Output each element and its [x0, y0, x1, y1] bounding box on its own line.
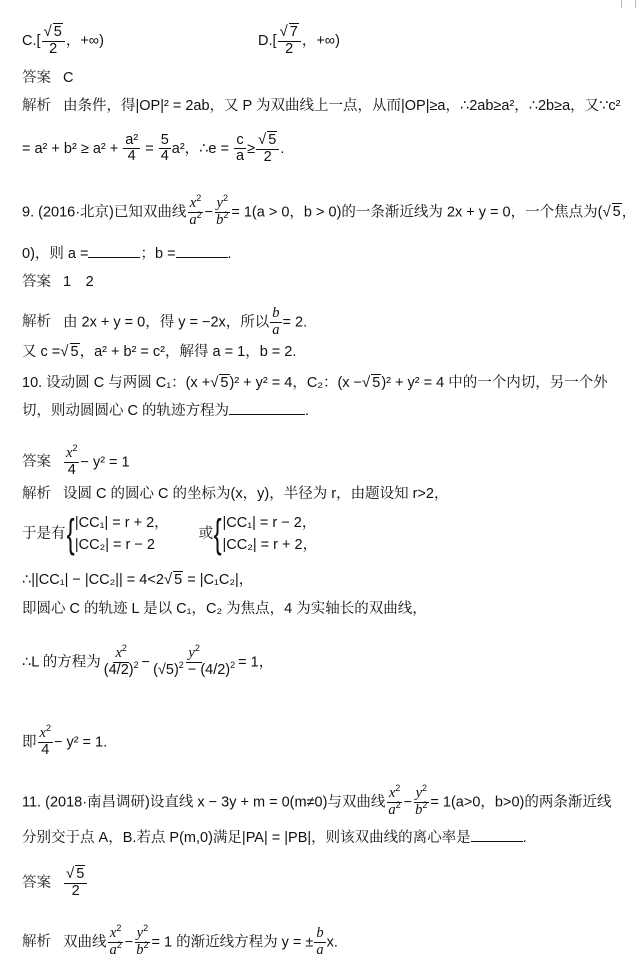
numerator: a²: [125, 131, 139, 148]
equation: |CC₂| = r − 2: [74, 537, 155, 553]
question-text: 9. (2016·北京)已知双曲线: [22, 204, 187, 221]
answer-blank[interactable]: [88, 257, 140, 258]
fraction: $\frac{√ 5}{2}$: [64, 866, 87, 900]
q9-stem-line1: 9. (2016·北京)已知双曲线 $\frac{x^2}{a^2}$ − $\frac{y^2}{b^2}$ = 1(a > 0，b > 0)的一条渐近线为 2x + y = 0，一个焦点为(√ 5，: [22, 193, 637, 228]
answer-value: C: [63, 70, 74, 86]
math-text: a²，∴e =: [171, 140, 229, 157]
interval-tail: ，+∞): [65, 32, 104, 49]
equation: |CC₂| = r + 2，: [222, 537, 318, 553]
question-text: ，: [621, 204, 637, 221]
interval-tail: ，+∞): [301, 32, 340, 49]
fraction: $\frac{y^2}{(√5)^2 - (4/2)^2}$: [153, 643, 236, 678]
question-text: = 1(a>0，b>0)的两条渐近线: [430, 794, 612, 811]
q9-stem-line2: [22, 244, 232, 264]
denominator: 2: [49, 40, 58, 57]
radicand: 5: [268, 132, 277, 148]
fraction: [234, 133, 246, 166]
equation: |CC₁| = r + 2，: [74, 515, 169, 531]
analysis-text: 即: [22, 734, 37, 751]
analysis-text: 设圆 C 的圆心 C 的坐标为(x，y)，半径为 r，由题设知 r>2，: [63, 486, 449, 502]
question-text: .: [305, 403, 310, 419]
left-brace: {: [66, 512, 75, 556]
analysis-text: = 1 的渐近线方程为 y = ±: [151, 934, 314, 951]
question-text: = 1(a > 0，b > 0)的一条渐近线为 2x + y = 0，一个焦点为(: [231, 204, 603, 221]
equation: |CC₁| = r − 2，: [222, 515, 317, 531]
q10-analysis-system: [22, 512, 317, 556]
fraction: $\frac{√ 5}{2}$: [42, 24, 65, 58]
analysis-text: = |C₁C₂|，: [183, 572, 254, 588]
denominator: a: [235, 148, 245, 165]
radicand: 5: [76, 866, 85, 882]
answer-label: 答案: [22, 454, 51, 471]
analysis-label: 解析: [22, 314, 51, 331]
radicand: 5: [612, 204, 621, 221]
q10-stem-line2: [22, 401, 309, 421]
math-text: .: [280, 140, 285, 157]
q9-analysis-line1: [22, 306, 307, 339]
answer-blank[interactable]: [471, 841, 523, 842]
numerator: c: [236, 131, 244, 148]
q11-stem-line1: 11. (2018·南昌调研)设直线 x − 3y + m = 0(m≠0)与双曲线 $\frac{x^2}{a^2}$ − $\frac{y^2}{b^2}$ = 1(a>0，b>0)的两条渐近线: [22, 783, 612, 818]
denominator: 4: [160, 148, 169, 165]
radicand: 5: [53, 24, 62, 40]
q11-analysis-line1: 解析 双曲线 $\frac{x^2}{a^2}$ − $\frac{y^2}{b^2}$ = 1 的渐近线方程为 y = ± $\frac{b}{a}$ x.: [22, 923, 338, 958]
analysis-text: 由 2x + y = 0，得 y = −2x，所以: [63, 314, 270, 331]
question-text: 切，则动圆圆心 C 的轨迹方程为: [22, 403, 230, 419]
analysis-text: x.: [326, 934, 338, 951]
fraction: $\frac{b}{a}$: [316, 925, 324, 958]
analysis-label: 解析: [22, 934, 51, 951]
question-text: ；b =: [140, 246, 176, 262]
q9-analysis-line2: 又 c =√ 5，a² + b² = c²，解得 a = 1，b = 2.: [22, 343, 297, 360]
denominator: 2: [285, 40, 294, 57]
analysis-text: 由条件，得|OP|² = 2ab，又 P 为双曲线上一点，从而|OP|≥a，∴2ab≥a²，∴2b≥a，又∵c²: [63, 98, 621, 114]
q11-stem-line2: [22, 828, 527, 848]
fraction: $\frac{√ 7}{2}$: [278, 24, 301, 58]
fraction: $\frac{y^2}{b^2}$: [216, 193, 229, 228]
analysis-text: 即圆心 C 的轨迹 L 是以 C₁，C₂ 为焦点，4 为实轴长的双曲线，: [22, 601, 427, 617]
q8-answer: [22, 68, 73, 88]
analysis-text: 又 c =: [22, 344, 61, 360]
fraction: [123, 133, 140, 166]
analysis-text: − y² = 1.: [53, 734, 108, 751]
q10-stem-line1: 10. 设动圆 C 与两圆 C₁：(x +√ 5)² + y² = 4，C₂：(x −√ 5)² + y² = 4 中的一个内切，另一个外: [22, 374, 608, 391]
equation-system: [223, 512, 318, 556]
radicand: 7: [289, 24, 298, 40]
math-text: = a² + b² ≥ a² +: [22, 140, 119, 157]
question-text: 11. (2018·南昌调研)设直线 x − 3y + m = 0(m≠0)与双曲线: [22, 794, 386, 811]
left-brace: {: [213, 512, 222, 556]
denominator: 2: [71, 882, 80, 899]
q10-analysis-line4: [22, 599, 427, 619]
question-text: .: [522, 830, 527, 846]
answer-value: 1 2: [63, 274, 94, 290]
question-text: )² + y² = 4 中的一个内切，另一个外: [381, 375, 608, 391]
fraction: $\frac{x^2}{a^2}$: [388, 783, 401, 818]
analysis-text: 双曲线: [63, 934, 107, 951]
analysis-text: 于是有: [22, 525, 66, 542]
fraction: $\frac{x^2}{a^2}$: [189, 193, 202, 228]
q11-answer: [22, 866, 88, 900]
q9-answer: [22, 272, 94, 292]
answer-label: 答案: [22, 874, 51, 891]
fraction: $\frac{b}{a}$: [272, 305, 280, 338]
q10-analysis-line3: ∴||CC₁| − |CC₂|| = 4<2√ 5 = |C₁C₂|，: [22, 571, 254, 588]
answer-blank[interactable]: [229, 414, 305, 415]
fraction: $\frac{√ 5}{2}$: [256, 132, 279, 166]
question-text: 分别交于点 A，B.若点 P(m,0)满足|PA| = |PB|，则该双曲线的离心率是: [22, 830, 471, 846]
fraction: $\frac{x^2}{4}$: [66, 443, 78, 478]
denominator: 2: [263, 148, 272, 165]
question-text: .: [227, 246, 232, 262]
fraction: $\frac{x^2}{a^2}$: [109, 923, 122, 958]
q10-analysis-line1: [22, 484, 448, 504]
page-edge-mark: [635, 0, 636, 8]
option-d: D.[ $\frac{√ 7}{2}$ ，+∞): [258, 23, 340, 57]
option-letter: D.: [258, 32, 273, 49]
answer-label: 答案: [22, 70, 51, 86]
question-text: )² + y² = 4，C₂：(x −: [229, 375, 363, 391]
equation-system: [75, 512, 169, 556]
analysis-text: 或: [198, 525, 214, 542]
page-edge-mark: [621, 0, 622, 8]
numerator: 5: [160, 131, 169, 148]
fraction: [159, 133, 171, 166]
q8-analysis-line1: [22, 96, 620, 116]
fraction: $\frac{y^2}{b^2}$: [136, 923, 149, 958]
fraction: $\frac{x^2}{(4/2)^2}$: [103, 643, 139, 678]
question-text: 10. 设动圆 C 与两圆 C₁：(x +: [22, 375, 211, 391]
answer-blank[interactable]: [176, 257, 228, 258]
analysis-text: ∴L 的方程为: [22, 654, 101, 671]
option-letter: C.: [22, 32, 37, 49]
radicand: 5: [372, 375, 381, 391]
analysis-text: ∴||CC₁| − |CC₂|| = 4<2: [22, 572, 164, 588]
q10-analysis-line5: ∴L 的方程为 $\frac{x^2}{(4/2)^2}$ − $\frac{y^2}{(√5)^2 - (4/2)^2}$ = 1，: [22, 643, 274, 678]
q10-answer: [22, 443, 130, 479]
math-text: =: [145, 140, 154, 157]
analysis-text: = 1，: [238, 654, 274, 671]
radicand: 5: [174, 572, 183, 588]
answer-label: 答案: [22, 274, 51, 290]
analysis-label: 解析: [22, 98, 51, 114]
q10-analysis-line6: [22, 723, 108, 759]
analysis-text: = 2.: [282, 314, 308, 331]
answer-value: − y² = 1: [80, 454, 130, 471]
denominator: 4: [127, 148, 136, 165]
math-text: ≥: [247, 140, 256, 157]
analysis-label: 解析: [22, 486, 51, 502]
radicand: 5: [70, 344, 79, 360]
analysis-text: ，a² + b² = c²，解得 a = 1，b = 2.: [79, 344, 297, 360]
question-text: 0)，则 a =: [22, 246, 89, 262]
fraction: $\frac{x^2}{4}$: [39, 723, 51, 758]
fraction: $\frac{y^2}{b^2}$: [415, 783, 428, 818]
radicand: 5: [220, 375, 229, 391]
q8-analysis-line2: [22, 132, 284, 166]
option-c: C.[ $\frac{√ 5}{2}$ ，+∞): [22, 23, 104, 57]
